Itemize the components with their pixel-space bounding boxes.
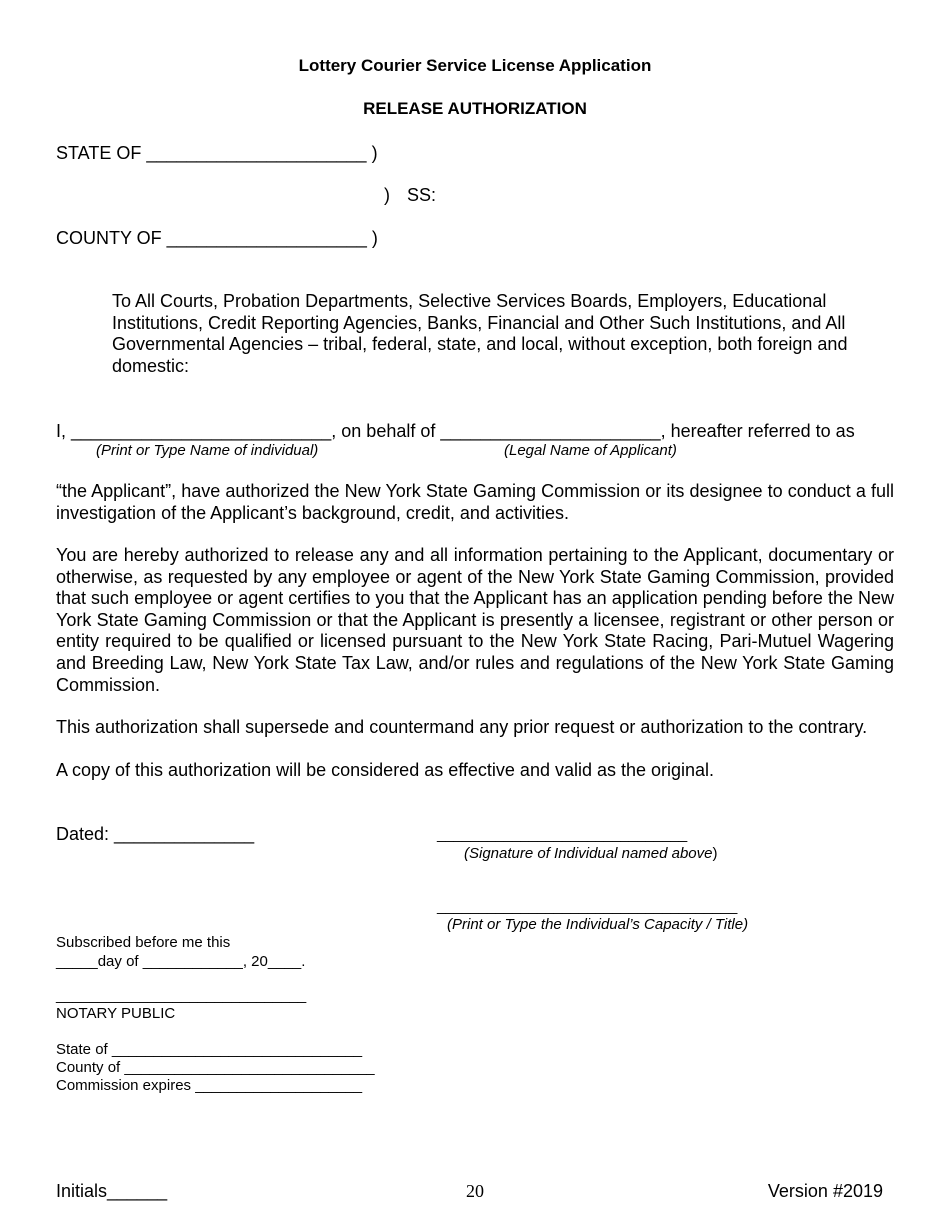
notary-signature-line: ______________________________ — [56, 987, 307, 1004]
ss-label: SS: — [407, 185, 437, 205]
page-number: 20 — [466, 1181, 484, 1201]
applicant-name-caption: (Legal Name of Applicant) — [504, 442, 677, 459]
release-paragraph: You are hereby authorized to release any and all information pertaining to the Applicant, documentary or otherwise, as requested by any employee or agent of the New York State Gaming Commission, provided that such employee or agent certifies to you that the Applicant has an application pending before the New York State Gaming Commission or that the Applicant is presently a licensee, registrant or other person or entity required to be qualified or licensed pursuant to the New York State Racing, Pari-Mutuel Wagering and Breeding Law, New York State Tax Law, and/or rules and regulations of the New York State Gaming Commission. — [56, 545, 894, 695]
initials-line: Initials______ — [56, 1181, 168, 1201]
individual-name-caption: (Print or Type Name of individual) — [96, 442, 319, 459]
commission-expires-line: Commission expires ____________________ — [56, 1077, 363, 1094]
signature-line: ______________________________ — [437, 826, 688, 843]
ss-paren: ) — [384, 185, 390, 205]
form-title: Lottery Courier Service License Application — [298, 56, 652, 75]
version-label: Version #2019 — [767, 1181, 883, 1201]
address-paragraph: To All Courts, Probation Departments, Selective Services Boards, Employers, Educational Institutions, Credit Reporting Agencies, Banks, Financial and Other Such Institutions, and All Governmental Agencies – tribal, federal, state, and local, without exception, both foreign and domestic: — [112, 291, 848, 376]
subscribed-date-line: _____day of ____________, 20____. — [56, 953, 306, 970]
notary-county-line: County of ______________________________ — [56, 1059, 375, 1076]
dated-line: Dated: ______________ — [56, 824, 255, 844]
notary-state-line: State of ______________________________ — [56, 1041, 363, 1058]
copy-paragraph: A copy of this authorization will be considered as effective and valid as the original. — [56, 760, 715, 780]
form-subtitle: RELEASE AUTHORIZATION — [363, 99, 587, 118]
subscribed-text: Subscribed before me this — [56, 934, 231, 951]
county-of-line: COUNTY OF ____________________ ) — [56, 228, 378, 248]
notary-public-label: NOTARY PUBLIC — [56, 1005, 176, 1022]
capacity-title-caption: (Print or Type the Individual’s Capacity / Title) — [447, 916, 749, 933]
declaration-line: I, __________________________, on behalf of ______________________, hereafter referred to as — [56, 421, 855, 441]
supersede-paragraph: This authorization shall supersede and countermand any prior request or authorization to the contrary. — [56, 717, 868, 737]
state-of-line: STATE OF ______________________ ) — [56, 143, 378, 163]
signature-caption: (Signature of Individual named above) — [464, 845, 718, 862]
applicant-paragraph: “the Applicant”, have authorized the New York State Gaming Commission or its designee to conduct a full investigation of the Applicant’s background, credit, and activities. — [56, 481, 894, 523]
capacity-title-line: ____________________________________ — [437, 898, 738, 915]
